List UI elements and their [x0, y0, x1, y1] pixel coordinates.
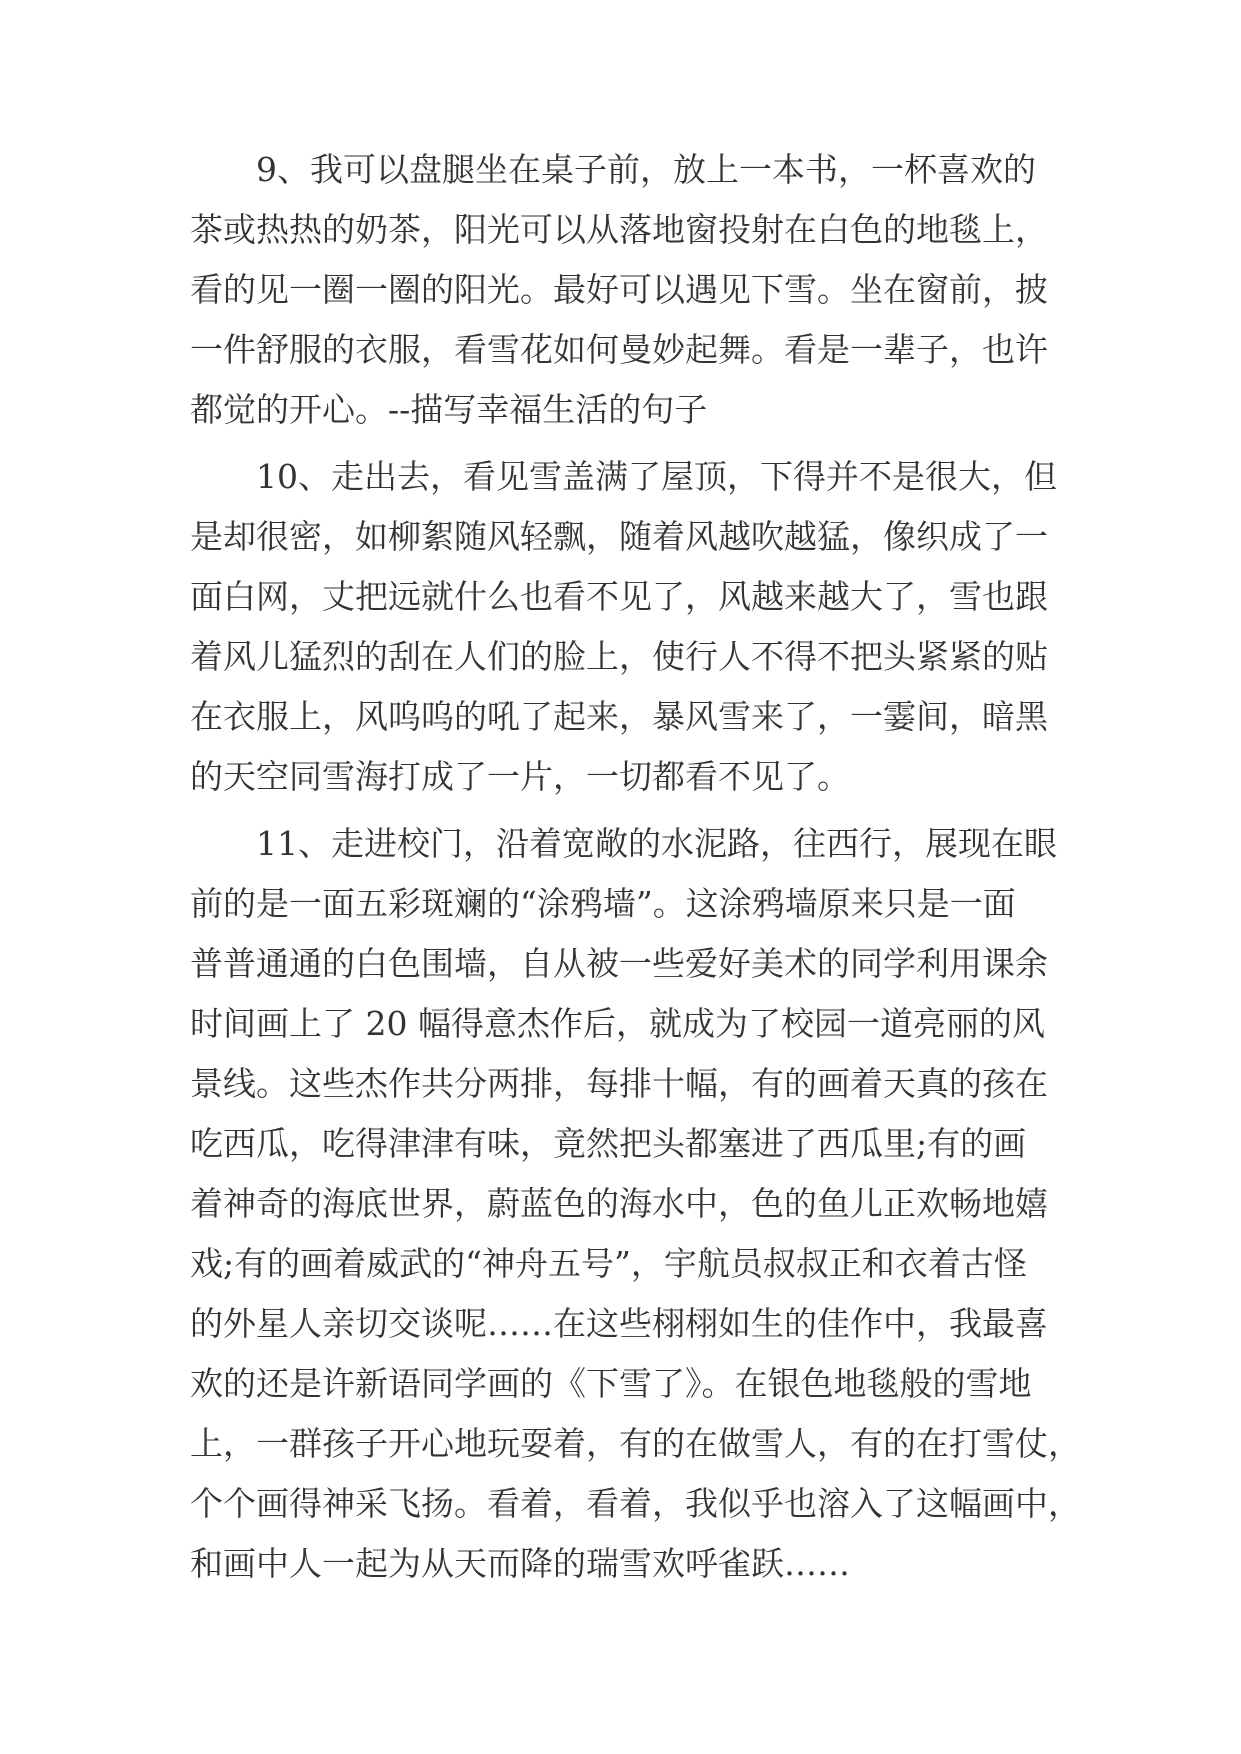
paragraph-11-line-12: 个个画得神采飞扬。看着，看着，我似乎也溶入了这幅画中，: [190, 1484, 1081, 1523]
paragraph-11-line-5: 景线。这些杰作共分两排，每排十幅，有的画着天真的孩在: [190, 1064, 1048, 1103]
paragraph-11-line-6: 吃西瓜，吃得津津有味，竟然把头都塞进了西瓜里;有的画: [190, 1124, 1027, 1163]
paragraph-11-line-3: 普普通通的白色围墙，自从被一些爱好美术的同学利用课余: [190, 944, 1048, 983]
paragraph-9-line-4: 一件舒服的衣服，看雪花如何曼妙起舞。看是一辈子，也许: [190, 330, 1048, 369]
paragraph-11-line-9: 的外星人亲切交谈呢……在这些栩栩如生的佳作中，我最喜: [190, 1304, 1048, 1343]
paragraph-11-line-1: 11、走进校门，沿着宽敞的水泥路，往西行，展现在眼: [256, 824, 1057, 863]
paragraph-11-line-2: 前的是一面五彩斑斓的“涂鸦墙”。这涂鸦墙原来只是一面: [190, 884, 1016, 923]
paragraph-9-line-5: 都觉的开心。--描写幸福生活的句子: [190, 390, 708, 429]
paragraph-10-line-2: 是却很密，如柳絮随风轻飘，随着风越吹越猛，像织成了一: [190, 517, 1048, 556]
paragraph-9-line-3: 看的见一圈一圈的阳光。最好可以遇见下雪。坐在窗前，披: [190, 270, 1048, 309]
paragraph-10-line-6: 的天空同雪海打成了一片，一切都看不见了。: [190, 757, 850, 796]
paragraph-9-line-2: 茶或热热的奶茶，阳光可以从落地窗投射在白色的地毯上，: [190, 210, 1048, 249]
paragraph-10-line-3: 面白网，丈把远就什么也看不见了，风越来越大了，雪也跟: [190, 577, 1048, 616]
paragraph-11-line-4: 时间画上了 20 幅得意杰作后，就成为了校园一道亮丽的风: [190, 1004, 1045, 1043]
paragraph-11-line-7: 着神奇的海底世界，蔚蓝色的海水中，色的鱼儿正欢畅地嬉: [190, 1184, 1048, 1223]
paragraph-10-line-5: 在衣服上，风呜呜的吼了起来，暴风雪来了，一霎间，暗黑: [190, 697, 1048, 736]
paragraph-11-line-11: 上，一群孩子开心地玩耍着，有的在做雪人，有的在打雪仗，: [190, 1424, 1081, 1463]
paragraph-11-line-8: 戏;有的画着威武的“神舟五号”，宇航员叔叔正和衣着古怪: [190, 1244, 1027, 1283]
paragraph-11-line-10: 欢的还是许新语同学画的《下雪了》。在银色地毯般的雪地: [190, 1364, 1032, 1403]
paragraph-10-line-4: 着风儿猛烈的刮在人们的脸上，使行人不得不把头紧紧的贴: [190, 637, 1048, 676]
paragraph-11-line-13: 和画中人一起为从天而降的瑞雪欢呼雀跃……: [190, 1544, 850, 1583]
paragraph-10-line-1: 10、走出去，看见雪盖满了屋顶，下得并不是很大，但: [256, 457, 1057, 496]
paragraph-9-line-1: 9、我可以盘腿坐在桌子前，放上一本书，一杯喜欢的: [256, 150, 1036, 189]
